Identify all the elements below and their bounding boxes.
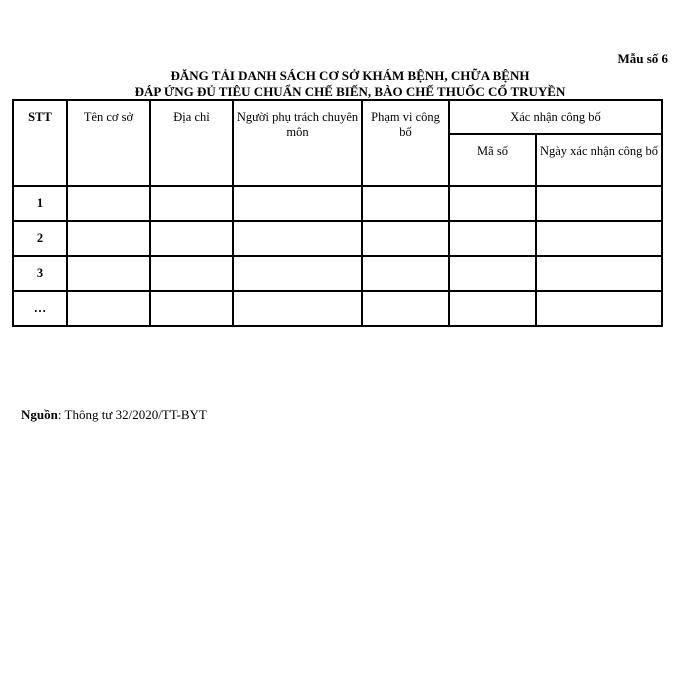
document-title-line-2: ĐÁP ỨNG ĐỦ TIÊU CHUẨN CHẾ BIẾN, BÀO CHẾ THUỐC CỔ TRUYỀN <box>134 84 566 99</box>
header-address: Địa chỉ <box>150 100 233 186</box>
table-cell <box>449 186 536 221</box>
header-stt: STT <box>13 100 67 186</box>
table-cell <box>449 256 536 291</box>
table-cell <box>67 256 150 291</box>
table-cell <box>536 186 662 221</box>
registry-table <box>12 99 663 327</box>
header-row-1 <box>13 100 662 134</box>
form-number: Mẫu số 6 <box>617 51 668 66</box>
table-cell <box>233 186 362 221</box>
row-stt: … <box>13 291 67 326</box>
table-cell <box>362 186 449 221</box>
table-cell <box>536 256 662 291</box>
table-cell <box>233 256 362 291</box>
row-stt: 1 <box>13 186 67 221</box>
table-cell <box>362 256 449 291</box>
table-cell <box>150 291 233 326</box>
table-cell <box>150 256 233 291</box>
table-cell <box>362 291 449 326</box>
header-person-in-charge: Người phụ trách chuyên môn <box>233 100 362 186</box>
header-confirmation: Xác nhận công bố <box>449 100 662 134</box>
table-cell <box>150 221 233 256</box>
source-separator: : <box>57 407 62 422</box>
table-row <box>13 186 662 221</box>
source-label: Nguồn <box>21 407 58 422</box>
table-row <box>13 221 662 256</box>
table-cell <box>449 291 536 326</box>
table-cell <box>67 291 150 326</box>
table-cell <box>150 186 233 221</box>
table-row <box>13 291 662 326</box>
table-cell <box>67 186 150 221</box>
table-row <box>13 256 662 291</box>
header-facility-name: Tên cơ sở <box>67 100 150 186</box>
source-text: Thông tư 32/2020/TT-BYT <box>61 407 207 422</box>
row-stt: 3 <box>13 256 67 291</box>
table-cell <box>362 221 449 256</box>
source-note <box>21 407 207 423</box>
header-code: Mã số <box>449 134 536 186</box>
header-scope: Phạm vi công bố <box>362 100 449 186</box>
table-cell <box>536 221 662 256</box>
header-confirmation-date: Ngày xác nhận công bố <box>536 134 662 186</box>
table-cell <box>67 221 150 256</box>
table-cell <box>233 291 362 326</box>
row-stt: 2 <box>13 221 67 256</box>
table-cell <box>449 221 536 256</box>
table-cell <box>536 291 662 326</box>
document-title-line-1: ĐĂNG TẢI DANH SÁCH CƠ SỞ KHÁM BỆNH, CHỮA BỆNH <box>170 68 530 83</box>
table-cell <box>233 221 362 256</box>
